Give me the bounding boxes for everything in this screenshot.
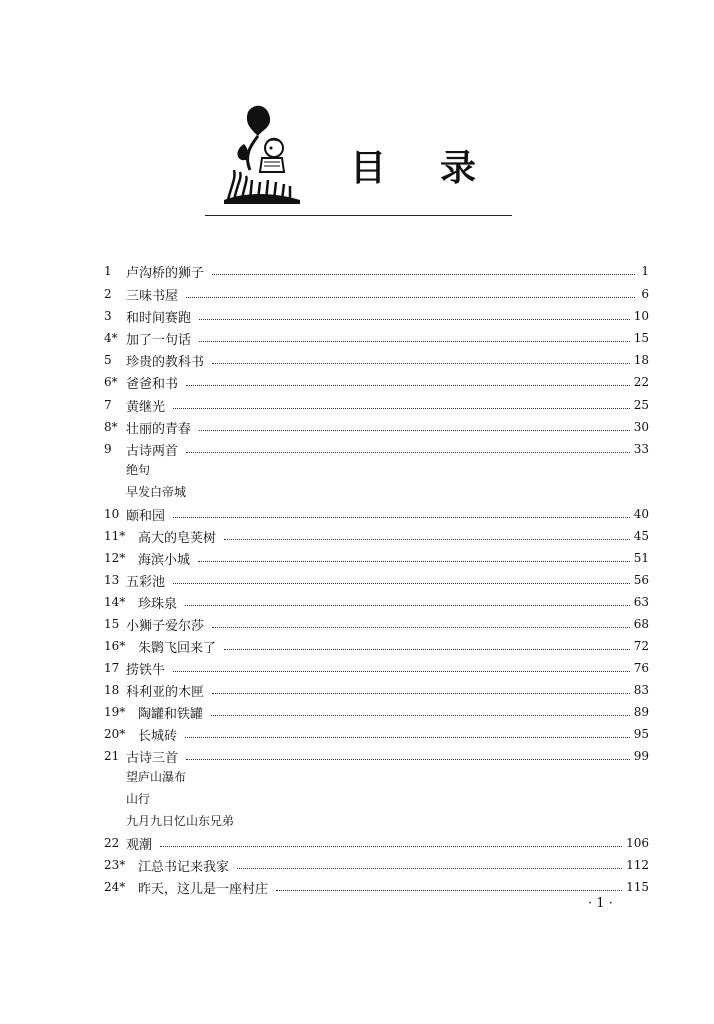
toc-leader (212, 273, 635, 275)
toc-row[interactable] (104, 701, 649, 723)
toc-title: 卢沟桥的狮子 (126, 265, 205, 281)
toc-page: 99 (633, 749, 649, 763)
toc-sub-item: 九月九日忆山东兄弟 (126, 814, 235, 828)
toc-leader (160, 845, 622, 847)
toc-title: 昨天，这儿是一座村庄 (138, 881, 269, 897)
toc-row[interactable] (104, 745, 649, 767)
toc-leader (173, 407, 630, 409)
toc-page: 15 (633, 331, 649, 345)
toc-leader (186, 451, 630, 453)
toc-leader (186, 384, 630, 386)
toc-row[interactable] (104, 283, 649, 305)
toc-title: 壮丽的青春 (126, 421, 192, 437)
toc-page: 25 (633, 398, 649, 412)
toc-leader (185, 604, 630, 606)
toc-page: 68 (633, 617, 649, 631)
toc-number: 21 (104, 749, 120, 763)
toc-title: 五彩池 (126, 574, 166, 590)
toc-leader (224, 648, 630, 650)
toc-leader (276, 889, 622, 891)
toc-page: 6 (641, 287, 649, 301)
toc-page: 40 (633, 507, 649, 521)
toc-title: 爸爸和书 (126, 376, 179, 392)
toc-leader (198, 560, 630, 562)
toc-title: 陶罐和铁罐 (138, 706, 204, 722)
toc-leader (199, 318, 630, 320)
toc-leader (212, 362, 630, 364)
toc-sub-item: 望庐山瀑布 (126, 770, 187, 784)
toc-number: 17 (104, 661, 120, 675)
toc-leader (173, 582, 630, 584)
toc-title: 捞铁牛 (126, 662, 166, 678)
toc-row[interactable] (104, 394, 649, 416)
toc-row[interactable] (104, 327, 649, 349)
toc-leader (185, 736, 630, 738)
toc-leader (211, 714, 630, 716)
toc-number: 6* (104, 375, 118, 389)
toc-row[interactable] (104, 547, 649, 569)
toc-page: 89 (633, 705, 649, 719)
toc-title: 朱鹮飞回来了 (138, 640, 217, 656)
toc-number: 14* (104, 595, 126, 609)
toc-number: 15 (104, 617, 120, 631)
toc-number: 13 (104, 573, 120, 587)
toc-number: 2 (104, 287, 112, 301)
toc-number: 3 (104, 309, 112, 323)
toc-row[interactable] (104, 832, 649, 854)
title-char-1: 目 (350, 148, 389, 189)
toc-leader (173, 516, 630, 518)
toc-title: 珍贵的教科书 (126, 354, 205, 370)
toc-number: 9 (104, 442, 112, 456)
toc-row[interactable] (104, 657, 649, 679)
toc-page: 83 (633, 683, 649, 697)
toc-leader (186, 296, 635, 298)
toc-title: 长城砖 (138, 728, 178, 744)
toc-page: 18 (633, 353, 649, 367)
toc-leader (173, 670, 630, 672)
toc-number: 18 (104, 683, 120, 697)
toc-leader (199, 429, 630, 431)
toc-row[interactable] (104, 371, 649, 393)
toc-sub-item: 山行 (126, 792, 151, 806)
toc-title: 三味书屋 (126, 288, 179, 304)
toc-title: 观潮 (126, 837, 153, 853)
toc-number: 12* (104, 551, 126, 565)
toc-row[interactable] (104, 260, 649, 282)
reading-child-logo-icon (224, 100, 300, 204)
toc-page: 33 (633, 442, 649, 456)
toc-row[interactable] (104, 349, 649, 371)
toc-page: 95 (633, 727, 649, 741)
toc-sub-item: 绝句 (126, 463, 151, 477)
toc-page: 10 (633, 309, 649, 323)
toc-page: 1 (641, 264, 649, 278)
toc-page: 56 (633, 573, 649, 587)
toc-row[interactable] (104, 613, 649, 635)
toc-leader (224, 538, 630, 540)
toc-number: 1 (104, 264, 112, 278)
toc-sub-item: 早发白帝城 (126, 485, 187, 499)
toc-page: 112 (626, 858, 649, 872)
toc-number: 11* (104, 529, 126, 543)
toc-page: 106 (626, 836, 649, 850)
toc-leader (199, 340, 630, 342)
title-rule (205, 215, 512, 216)
toc-page: 51 (633, 551, 649, 565)
toc-page: 72 (633, 639, 649, 653)
toc-title: 加了一句话 (126, 332, 192, 348)
toc-page: 30 (633, 420, 649, 434)
toc-row[interactable] (104, 305, 649, 327)
toc-number: 23* (104, 858, 126, 872)
toc-leader (212, 692, 630, 694)
toc-title: 江总书记来我家 (138, 859, 230, 875)
toc-number: 20* (104, 727, 126, 741)
title-char-2: 录 (440, 148, 479, 189)
toc-number: 8* (104, 420, 118, 434)
toc-row[interactable] (104, 723, 649, 745)
toc-page: 22 (633, 375, 649, 389)
toc-page: 115 (626, 880, 649, 894)
toc-leader (237, 867, 622, 869)
toc-number: 7 (104, 398, 112, 412)
toc-row[interactable] (104, 438, 649, 460)
toc-page: 76 (633, 661, 649, 675)
toc-row[interactable] (104, 569, 649, 591)
toc-number: 24* (104, 880, 126, 894)
toc-title: 高大的皂荚树 (138, 530, 217, 546)
toc-title: 黄继光 (126, 399, 166, 415)
toc-title: 和时间赛跑 (126, 310, 192, 326)
toc-row[interactable] (104, 854, 649, 876)
toc-title: 古诗三首 (126, 750, 179, 766)
toc-row[interactable] (104, 525, 649, 547)
toc-page: 45 (633, 529, 649, 543)
toc-row[interactable] (104, 503, 649, 525)
toc-row[interactable] (104, 416, 649, 438)
toc-number: 10 (104, 507, 120, 521)
toc-title: 小狮子爱尔莎 (126, 618, 205, 634)
toc-row[interactable] (104, 679, 649, 701)
toc-row[interactable] (104, 591, 649, 613)
toc-leader (212, 626, 630, 628)
toc-row[interactable] (104, 876, 649, 898)
toc-number: 19* (104, 705, 126, 719)
toc-title: 古诗两首 (126, 443, 179, 459)
page-number: · 1 · (588, 896, 613, 911)
toc-title: 科利亚的木匣 (126, 684, 205, 700)
toc-title: 颐和园 (126, 508, 166, 524)
toc-number: 4* (104, 331, 118, 345)
toc-number: 5 (104, 353, 112, 367)
toc-leader (186, 758, 630, 760)
toc-number: 22 (104, 836, 120, 850)
toc-page: 63 (633, 595, 649, 609)
toc-row[interactable] (104, 635, 649, 657)
toc-title: 海滨小城 (138, 552, 191, 568)
toc-number: 16* (104, 639, 126, 653)
toc-title: 珍珠泉 (138, 596, 178, 612)
